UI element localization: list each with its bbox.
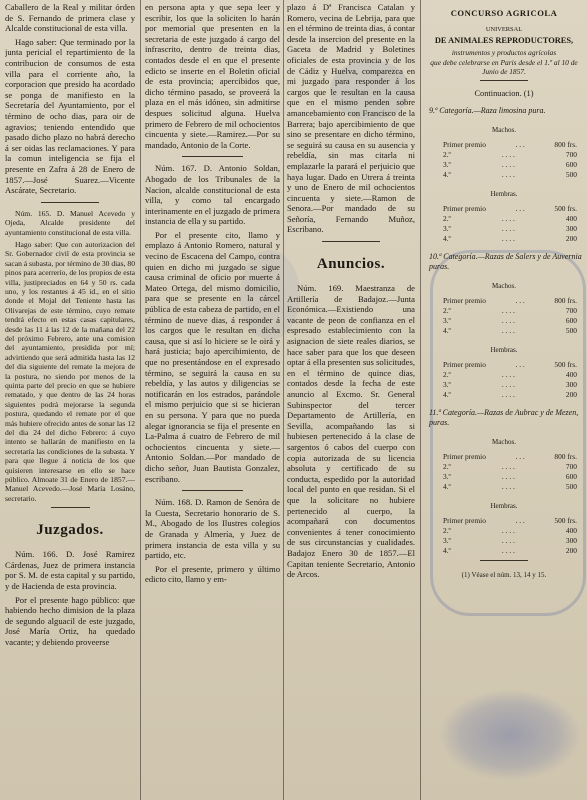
- prize-label: 3.º: [443, 536, 451, 545]
- category-11: 11.ª Categoría.—Razas de Aubrac y de Mezen, puras.: [429, 408, 579, 427]
- prize-amount: 400: [565, 214, 577, 223]
- machos-label: Machos.: [492, 282, 516, 290]
- notice-heading: Núm. 167. D. Antonio Soldan, Abogado de los Tribunales de la Nacion, alcalde constitucional de esta villa, y como tal encargado interinamente en el juzgado de primera instancia de ella y su partido.: [145, 163, 280, 227]
- prize-amount: 300: [565, 224, 577, 233]
- column-4: [425, 2, 583, 796]
- prize-row: [443, 234, 577, 244]
- prize-row: [443, 526, 577, 536]
- dot-leader: . . . .: [501, 326, 515, 335]
- notice-heading: Núm. 166. D. José Ramirez Cárdenas, Juez de primera instancia por S. M. de esta capital y su partido, y de Hacienda de esta provincia.: [5, 549, 135, 592]
- contest-subtitle: instrumentos y productos agrícolas: [451, 48, 557, 57]
- separator: [322, 241, 380, 242]
- prize-amount: 200: [565, 390, 577, 399]
- paragraph: Por el presente cito, llamo y emplazo á Antonio Romero, natural y vecino de Escacena del Campo, contra quien en dicho mi juzgado se sigue causa criminal de oficio por muerte á Mateo Ortega, del mismo domicilio, para que se presente en la cárcel pública de esta cabeza de partido, en el término de nueve dias, á responder á los cargos que le resultan en dicha causa, que si así lo hiciere se le oirá y hará justicia; bajo apercibimiento, de que no presentándose en el expresado término, se seguirá la causa en su rebeldía, y las autos y diligencias se notificarán en los estrados, parándole el mismo perjuicio que si se hicieran en su persona. Y para que no pueda alegar ignorancia se fija el presente en La-Palma á cuatro de Febrero de mil ochocientos cincuenta y siete.—Antonio Soldan.—Por mandado de dicho señor, Juan Bautista Gonzalez, escribano.: [145, 229, 280, 484]
- prize-row: [443, 170, 577, 180]
- machos-label: Machos.: [492, 438, 516, 446]
- paragraph: Hago saber: Que terminado por la junta pericial el repartimiento de la contribucion de consumos de esta villa para el corriente año, la corporacion que presido ha acordado se ponga de manifiesto en la Secretaría del Ayuntamiento, por el término de ocho dias, para oir de agravios; teniendo entendido que pasado dicho plazo no habrá derecho á ser oidas las reclamaciones. Y para la comun inteligencia se fija el presente en Zafra á 28 de Enero de 1857.—José Suarez.—Vicente Ascárate, Secretario.: [5, 36, 135, 196]
- paragraph: plazo á Dª Francisca Catalan y Romero, vecina de Lebrija, para que en el término de treinta dias, á contar desde la insercion del presente en la Gaceta de Madrid y Boletines oficiales de esta provincia y de los de Cádiz y Huelva, comparezca en mi juzgado para responder á los cargos que le resultan en la causa que en el mismo penden sobre amancebamiento con Francisco de la Barrera; bajo apercibimiento de que sino se presentare en dicho término, se seguirá su causa en su ausencia y rebeldía, sin mas citarla ni emplazarle la parará el perjuicio que haya lugar. Dado en Utrera á treinta y uno de Enero de mil ochocientos cincuenta y siete.—Ramon de Senora.—Por mandado de su Señoría, Fernando Muñoz, Escribano.: [287, 2, 415, 235]
- dot-leader: . . .: [515, 140, 525, 149]
- prize-label: 4.º: [443, 390, 451, 399]
- prize-row: [443, 224, 577, 234]
- prize-label: 2.º: [443, 214, 451, 223]
- prize-label: 2.º: [443, 370, 451, 379]
- prize-amount: 800 frs.: [554, 140, 577, 149]
- prize-label: 4.º: [443, 170, 451, 179]
- prize-amount: 200: [565, 234, 577, 243]
- dot-leader: . . . .: [501, 234, 515, 243]
- separator: [480, 560, 527, 561]
- notice-heading: Núm. 165. D. Manuel Acevedo y Ojeda, Alcalde presidente del ayuntamiento constitucional de esta villa.: [5, 208, 135, 237]
- dot-leader: . . . .: [501, 462, 515, 471]
- prize-row: [443, 462, 577, 472]
- section-title-juzgados: Juzgados.: [36, 522, 104, 539]
- separator: [480, 80, 527, 81]
- prize-row: [443, 140, 577, 150]
- hembras-label: Hembras.: [490, 190, 518, 198]
- dot-leader: . . . .: [501, 380, 515, 389]
- separator: [182, 156, 243, 157]
- dot-leader: . . . .: [501, 150, 515, 159]
- prize-label: 2.º: [443, 306, 451, 315]
- hembras-label: Hembras.: [490, 502, 518, 510]
- prize-amount: 600: [565, 316, 577, 325]
- dot-leader: . . . .: [501, 370, 515, 379]
- prize-row: [443, 472, 577, 482]
- prize-label: 2.º: [443, 526, 451, 535]
- prize-row: [443, 306, 577, 316]
- dot-leader: . . .: [515, 296, 525, 305]
- prize-label: Primer premio: [443, 452, 486, 461]
- prize-amount: 500 frs.: [554, 204, 577, 213]
- paragraph: en persona apta y que sepa leer y escribir, los que la soliciten lo harán por memorial que presenten en la secretaria de este juzgado á cargo del infrascrito, dentro de treinta dias, contados desde el en que el presente edicto se inserte en el Boletin oficial de esta provincia; apercibidos que, dicho término pasado, se proveerá la plaza en el más idóneo, sin admitirse despues solicitud alguna. Huelva primero de Febrero de mil ochocientos cincuenta y siete.—Ramirez.—Por su mandado, Antonio de la Corte.: [145, 2, 280, 150]
- dot-leader: . . . .: [501, 546, 515, 555]
- prize-row: [443, 316, 577, 326]
- prize-amount: 700: [565, 462, 577, 471]
- separator: [51, 507, 90, 508]
- prize-label: 4.º: [443, 546, 451, 555]
- dot-leader: . . . .: [501, 160, 515, 169]
- column-2: [145, 2, 280, 796]
- prize-label: 3.º: [443, 316, 451, 325]
- prize-row: [443, 360, 577, 370]
- prize-row: [443, 482, 577, 492]
- prize-label: Primer premio: [443, 296, 486, 305]
- separator: [41, 202, 100, 203]
- prize-amount: 300: [565, 536, 577, 545]
- continuation-note: Continuacion. (1): [474, 89, 534, 98]
- prize-label: 4.º: [443, 482, 451, 491]
- dot-leader: . . . .: [501, 306, 515, 315]
- paragraph: Núm. 169. Maestranza de Artillería de Badajoz.—Junta Económica.—Existiendo una vacante de peon de confianza en el espresado establecimiento con la asignacion de siete reales diarios, se hace saber para que los que deseen optar á ella presenten sus solicitudes, en el término de quince dias, contados desde la fecha de este anuncio al Excmo. Sr. General Subinspector del tercer Departamento de Artillería, en Sevilla, acompañando las si hubiesen pertenecido á la clase de sargentos ó cabos del cuerpo con copia autorizada de su licencia absoluta y certificado de su conducta, espedido por la autoridad local del punto en que residan. Si el que la solicitare no hubiere pertenecido al cuerpo, la acompañará con documentos convenientes á tener conocimiento de sus circunstancias y cualidades. Badajoz Enero 30 de 1857.—El Capitan teniente Secretario, Antonio de Arcos.: [287, 283, 415, 580]
- prize-amount: 500: [565, 326, 577, 335]
- prize-amount: 800 frs.: [554, 452, 577, 461]
- prize-label: 3.º: [443, 380, 451, 389]
- paragraph: Caballero de la Real y militar órden de S. Fernando de primera clase y Alcalde constitucional de esta villa.: [5, 2, 135, 34]
- category-10: 10.ª Categoría.—Razas de Salers y de Auvernia puras.: [429, 252, 582, 271]
- dot-leader: . . . .: [501, 482, 515, 491]
- dot-leader: . . . .: [501, 224, 515, 233]
- prize-label: 2.º: [443, 150, 451, 159]
- dot-leader: . . . .: [501, 536, 515, 545]
- column-1: [5, 2, 135, 796]
- prize-amount: 300: [565, 380, 577, 389]
- category-9: 9.ª Categoría.—Raza limosina pura.: [429, 106, 546, 115]
- prize-amount: 700: [565, 306, 577, 315]
- paragraph: Por el presente hago público: que habiendo hecho dimision de la plaza de segundo alguacil de este juzgado, José María Ortiz, ha quedado vacante; y debiendo proveerse: [5, 594, 135, 648]
- prize-row: [443, 536, 577, 546]
- machos-label: Machos.: [492, 126, 516, 134]
- prize-row: [443, 390, 577, 400]
- dot-leader: . . . .: [501, 390, 515, 399]
- section-title-anuncios: Anuncios.: [316, 256, 386, 273]
- dot-leader: . . . .: [501, 472, 515, 481]
- dot-leader: . . . .: [501, 214, 515, 223]
- column-3: [287, 2, 415, 796]
- prize-amount: 500: [565, 170, 577, 179]
- prize-amount: 500: [565, 482, 577, 491]
- prize-label: 3.º: [443, 160, 451, 169]
- contest-dates: que debe celebrarse en Paris desde el 1.º al 10 de Junio de 1857.: [430, 58, 578, 76]
- separator: [182, 490, 243, 491]
- prize-row: [443, 546, 577, 556]
- column-rule: [140, 0, 141, 800]
- prize-amount: 600: [565, 472, 577, 481]
- prize-row: [443, 150, 577, 160]
- prize-label: Primer premio: [443, 204, 486, 213]
- prize-amount: 500 frs.: [554, 516, 577, 525]
- dot-leader: . . . .: [501, 170, 515, 179]
- footnote: (1) Véase el núm. 13, 14 y 15.: [461, 571, 547, 579]
- dot-leader: . . . .: [501, 526, 515, 535]
- paragraph: Por el presente, primero y último edicto cito, llamo y em-: [145, 563, 280, 585]
- dot-leader: . . .: [515, 204, 525, 213]
- contest-heading: DE ANIMALES REPRODUCTORES,: [434, 36, 574, 45]
- prize-amount: 700: [565, 150, 577, 159]
- prize-row: [443, 160, 577, 170]
- column-rule: [420, 0, 421, 800]
- prize-row: [443, 516, 577, 526]
- prize-amount: 800 frs.: [554, 296, 577, 305]
- hembras-label: Hembras.: [490, 346, 518, 354]
- contest-title: CONCURSO AGRICOLA: [450, 8, 558, 18]
- prize-label: Primer premio: [443, 516, 486, 525]
- prize-label: 3.º: [443, 224, 451, 233]
- column-rule: [283, 0, 284, 800]
- prize-label: Primer premio: [443, 140, 486, 149]
- prize-label: Primer premio: [443, 360, 486, 369]
- prize-label: 4.º: [443, 326, 451, 335]
- contest-universal: UNIVERSAL: [485, 26, 523, 33]
- dot-leader: . . .: [515, 452, 525, 461]
- prize-row: [443, 204, 577, 214]
- paragraph: Hago saber: Que con autorizacion del Sr. Gobernador civil de esta provincia se sacan á subasta, por término de 30 dias, 80 pinos para acerrerío, de los propios de esta villa, justipreciados en 64 y 50 rs. cada uno, y los restantes á 45 id., en el sitio donde el Mojal del Teniente hasta las Olivarejas de este término, cuyo remate tendrá efecto en estas casas capitulares, desde las 11 á las 12 de la mañana del 22 del próximo Febrero, ante una comision del ayuntamiento, presidida por mí; advirtiendo que será admitida hasta las 12 del dia siguiente del remate la mejora de la postura, no siendo por menos de la quinta parte del precio en que se hubiere rematado, y que dentro de las 24 horas siguientes podrá mejorarse la segunda postura, quedando el remate por el que más hubiere ofrecido antes de sonar las 12 del dia 24 del dicho Febrero: á cuyo intento se hallarán de manifiesto en la secretaría las condiciones de la subasta. Y para que llegue á noticia de los que quisieren interesarse en ello se hace público. Almoate 31 de Enero de 1857.—Manuel Acevedo.—José María Losáno, secretario.: [5, 239, 135, 503]
- prize-row: [443, 452, 577, 462]
- dot-leader: . . .: [515, 360, 525, 369]
- prize-label: 3.º: [443, 472, 451, 481]
- dot-leader: . . .: [515, 516, 525, 525]
- prize-row: [443, 370, 577, 380]
- notice-heading: Núm. 168. D. Ramon de Senóra de la Cuesta, Secretario honorario de S. M., Abogado de los Ilustres colegios de Granada y Almería, y Juez de primera instancia de esta villa y su partido, etc.: [145, 497, 280, 561]
- prize-amount: 200: [565, 546, 577, 555]
- prize-row: [443, 326, 577, 336]
- prize-amount: 400: [565, 526, 577, 535]
- dot-leader: . . . .: [501, 316, 515, 325]
- prize-row: [443, 380, 577, 390]
- prize-amount: 600: [565, 160, 577, 169]
- prize-label: 2.º: [443, 462, 451, 471]
- prize-row: [443, 214, 577, 224]
- prize-label: 4.º: [443, 234, 451, 243]
- prize-row: [443, 296, 577, 306]
- prize-amount: 500 frs.: [554, 360, 577, 369]
- prize-amount: 400: [565, 370, 577, 379]
